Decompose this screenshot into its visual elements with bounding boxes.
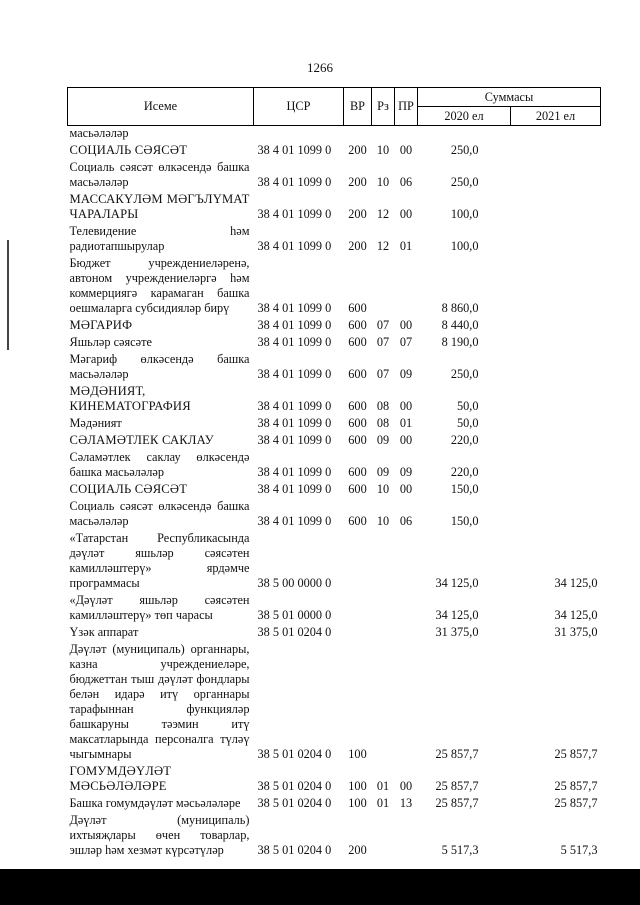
header-sums: Суммасы (418, 88, 601, 107)
header-year-2020: 2020 ел (418, 107, 511, 126)
row-name: Мәдәният (69, 416, 122, 430)
row-sum-2021 (511, 141, 601, 158)
row-name: МӘДӘНИЯТ, КИНЕМАТОГРАФИЯ (69, 384, 191, 413)
row-vr: 100 (348, 779, 367, 793)
row-rz (372, 529, 395, 591)
table-row (68, 350, 601, 382)
header-pr: ПР (395, 88, 418, 126)
header-csr: ЦСР (254, 88, 344, 126)
table-row (68, 190, 601, 222)
row-rz: 07 (376, 318, 390, 332)
row-csr: 38 4 01 1099 0 (257, 301, 332, 315)
page-number: 1266 (307, 60, 333, 75)
table-row (68, 333, 601, 350)
row-csr: 38 4 01 1099 0 (257, 399, 332, 413)
row-name: «Дәүләт яшьләр сәясәтен камилләштерү» төп чарасы (69, 593, 250, 622)
row-csr: 38 4 01 1099 0 (257, 207, 332, 221)
table-row (68, 623, 601, 640)
row-sum-2020: 8 860,0 (441, 301, 479, 315)
row-vr: 200 (348, 207, 367, 221)
row-sum-2021: 25 857,7 (554, 796, 598, 810)
scan-bottom-border (0, 869, 640, 905)
row-vr: 600 (348, 482, 367, 496)
row-pr (395, 640, 418, 762)
header-name: Исеме (68, 88, 254, 126)
row-name: ГОМУМДӘҮЛӘТ МӘСЬӘЛӘЛӘРЕ (69, 764, 172, 793)
table-row (68, 794, 601, 811)
row-rz: 09 (376, 433, 390, 447)
row-vr: 600 (348, 399, 367, 413)
row-sum-2021 (511, 497, 601, 529)
row-pr: 00 (399, 318, 413, 332)
row-rz: 08 (376, 416, 390, 430)
row-csr: 38 5 00 0000 0 (257, 576, 332, 590)
row-csr: 38 4 01 1099 0 (257, 335, 332, 349)
row-name: Яшьләр сәясәте (69, 335, 152, 349)
row-sum-2021: 5 517,3 (560, 843, 598, 857)
row-csr: 38 4 01 1099 0 (257, 239, 332, 253)
row-sum-2020 (418, 126, 511, 142)
row-sum-2020: 8 190,0 (441, 335, 479, 349)
row-sum-2021 (511, 448, 601, 480)
row-vr: 200 (348, 175, 367, 189)
row-rz: 10 (376, 482, 390, 496)
row-sum-2020: 150,0 (450, 482, 479, 496)
row-sum-2021 (511, 333, 601, 350)
table-row (68, 382, 601, 414)
row-pr (395, 623, 418, 640)
row-vr: 600 (348, 416, 367, 430)
row-vr: 600 (348, 465, 367, 479)
table-row (68, 640, 601, 762)
row-sum-2020: 250,0 (450, 367, 479, 381)
table-row (68, 591, 601, 623)
row-sum-2020: 50,0 (456, 416, 479, 430)
row-name: Телевидение һәм радиотапшырулар (69, 224, 250, 253)
table-row (68, 811, 601, 858)
table-row (68, 448, 601, 480)
row-sum-2020: 100,0 (450, 207, 479, 221)
row-sum-2020: 220,0 (450, 433, 479, 447)
row-vr (344, 529, 372, 591)
row-pr: 06 (399, 514, 413, 528)
row-rz (372, 640, 395, 762)
row-vr: 200 (348, 143, 367, 157)
budget-table (67, 87, 601, 858)
row-sum-2021 (511, 254, 601, 316)
row-vr: 600 (348, 335, 367, 349)
row-vr: 600 (348, 301, 367, 315)
row-csr (254, 126, 344, 142)
row-sum-2021: 34 125,0 (554, 608, 598, 622)
row-name: Дәүләт (муниципаль) органнары, казна учреждениеләре, бюджеттан тыш дәүләт фондлары белән идарә итү органнары тарафыннан функцияләр башкаруны тәэмин итү максатларында персоналга түләү чыгымнары (69, 642, 250, 761)
row-csr: 38 4 01 1099 0 (257, 318, 332, 332)
row-rz: 10 (376, 175, 390, 189)
table-row (68, 254, 601, 316)
table-row (68, 316, 601, 333)
row-pr: 06 (399, 175, 413, 189)
row-pr: 00 (399, 207, 413, 221)
row-sum-2020: 250,0 (450, 143, 479, 157)
row-rz: 12 (376, 239, 390, 253)
row-sum-2020: 150,0 (450, 514, 479, 528)
row-vr: 100 (348, 796, 367, 810)
row-name: Дәүләт (муниципаль) ихтыяҗлары өчен товарлар, эшләр һәм хезмәт күрсәтүләр (69, 813, 250, 857)
row-rz (372, 591, 395, 623)
row-vr (344, 591, 372, 623)
row-sum-2021 (511, 158, 601, 190)
row-csr: 38 4 01 1099 0 (257, 465, 332, 479)
table-row (68, 529, 601, 591)
row-rz: 08 (376, 399, 390, 413)
row-csr: 38 5 01 0204 0 (257, 625, 332, 639)
row-csr: 38 5 01 0204 0 (257, 779, 332, 793)
row-sum-2020: 25 857,7 (435, 779, 479, 793)
row-pr: 00 (399, 143, 413, 157)
row-pr: 00 (399, 399, 413, 413)
table-row (68, 497, 601, 529)
row-rz: 10 (376, 514, 390, 528)
row-rz (372, 811, 395, 858)
row-rz (372, 623, 395, 640)
row-sum-2020: 100,0 (450, 239, 479, 253)
row-pr: 07 (399, 335, 413, 349)
row-sum-2021 (511, 190, 601, 222)
table-row (68, 126, 601, 142)
row-sum-2021 (511, 350, 601, 382)
table-row (68, 158, 601, 190)
row-csr: 38 5 01 0000 0 (257, 608, 332, 622)
row-sum-2020: 25 857,7 (435, 796, 479, 810)
table-row (68, 414, 601, 431)
row-sum-2021 (511, 382, 601, 414)
table-body (68, 126, 601, 859)
table-row (68, 431, 601, 448)
table-row (68, 222, 601, 254)
row-sum-2021 (511, 431, 601, 448)
row-name: «Татарстан Республикасында дәүләт яшьләр сәясәтен камилләштерү» ярдәмче программасы (69, 531, 250, 590)
row-pr: 00 (399, 482, 413, 496)
table-row (68, 762, 601, 794)
row-rz: 07 (376, 335, 390, 349)
row-rz (372, 254, 395, 316)
row-sum-2020: 31 375,0 (435, 625, 479, 639)
row-rz: 10 (376, 143, 390, 157)
table-row (68, 480, 601, 497)
row-sum-2021: 25 857,7 (554, 747, 598, 761)
row-sum-2020: 5 517,3 (441, 843, 479, 857)
row-pr: 00 (399, 433, 413, 447)
row-csr: 38 5 01 0204 0 (257, 843, 332, 857)
row-vr: 600 (348, 514, 367, 528)
row-csr: 38 5 01 0204 0 (257, 796, 332, 810)
row-sum-2021: 34 125,0 (554, 576, 598, 590)
row-name: Башка гомумдәүләт мәсьәләләре (69, 796, 241, 810)
row-pr: 00 (399, 779, 413, 793)
row-sum-2020: 250,0 (450, 175, 479, 189)
row-pr: 01 (399, 239, 413, 253)
binding-rule (7, 240, 9, 350)
row-name: Сәламәтлек саклау өлкәсендә башка масьәләләр (69, 450, 250, 479)
row-sum-2021: 25 857,7 (554, 779, 598, 793)
row-sum-2020: 25 857,7 (435, 747, 479, 761)
row-csr: 38 4 01 1099 0 (257, 367, 332, 381)
row-rz: 07 (376, 367, 390, 381)
row-sum-2021 (511, 480, 601, 497)
row-sum-2020: 34 125,0 (435, 576, 479, 590)
row-pr (395, 126, 418, 142)
row-vr (344, 126, 372, 142)
row-sum-2020: 8 440,0 (441, 318, 479, 332)
row-vr: 600 (348, 367, 367, 381)
row-vr: 100 (348, 747, 367, 761)
row-sum-2020: 50,0 (456, 399, 479, 413)
row-vr: 600 (348, 318, 367, 332)
row-rz: 09 (376, 465, 390, 479)
row-csr: 38 4 01 1099 0 (257, 143, 332, 157)
row-pr (395, 811, 418, 858)
row-sum-2020: 220,0 (450, 465, 479, 479)
row-name: Үзәк аппарат (69, 625, 139, 639)
row-pr: 13 (399, 796, 413, 810)
row-sum-2021: 31 375,0 (554, 625, 598, 639)
row-csr: 38 4 01 1099 0 (257, 514, 332, 528)
row-name: масьәләләр (69, 126, 129, 140)
row-csr: 38 4 01 1099 0 (257, 482, 332, 496)
row-csr: 38 4 01 1099 0 (257, 175, 332, 189)
header-year-2021: 2021 ел (511, 107, 601, 126)
row-rz: 01 (376, 779, 390, 793)
row-pr (395, 591, 418, 623)
row-name: Социаль сәясәт өлкәсендә башка масьәләләр (69, 160, 250, 189)
row-sum-2021 (511, 126, 601, 142)
table-row (68, 141, 601, 158)
row-vr: 200 (348, 843, 367, 857)
header-rz: Рз (372, 88, 395, 126)
row-vr: 600 (348, 433, 367, 447)
row-pr: 09 (399, 465, 413, 479)
row-name: СОЦИАЛЬ СӘЯСӘТ (69, 482, 188, 496)
row-name: СӘЛАМӘТЛЕК САКЛАУ (69, 433, 214, 447)
row-pr: 01 (399, 416, 413, 430)
row-vr (344, 623, 372, 640)
row-sum-2020: 34 125,0 (435, 608, 479, 622)
row-rz: 01 (376, 796, 390, 810)
row-pr (395, 254, 418, 316)
row-rz: 12 (376, 207, 390, 221)
row-csr: 38 4 01 1099 0 (257, 433, 332, 447)
row-sum-2021 (511, 222, 601, 254)
row-sum-2021 (511, 316, 601, 333)
row-name: Мәгариф өлкәсендә башка масьәләләр (69, 352, 250, 381)
table-header (68, 88, 601, 126)
header-vr: ВР (344, 88, 372, 126)
row-csr: 38 5 01 0204 0 (257, 747, 332, 761)
row-name: МӘГАРИФ (69, 318, 133, 332)
row-sum-2021 (511, 414, 601, 431)
row-name: Бюджет учреждениеләренә, автоном учреждениеләргә һәм коммерциягә карамаган башка оешмаларга субсидияләр бирү (69, 256, 250, 315)
row-name: МАССАКҮЛӘМ МӘГЪЛҮМАТ ЧАРАЛАРЫ (69, 192, 250, 221)
row-name: Социаль сәясәт өлкәсендә башка масьәләләр (69, 499, 250, 528)
row-name: СОЦИАЛЬ СӘЯСӘТ (69, 143, 188, 157)
row-vr: 200 (348, 239, 367, 253)
row-pr (395, 529, 418, 591)
row-rz (372, 126, 395, 142)
row-pr: 09 (399, 367, 413, 381)
row-csr: 38 4 01 1099 0 (257, 416, 332, 430)
